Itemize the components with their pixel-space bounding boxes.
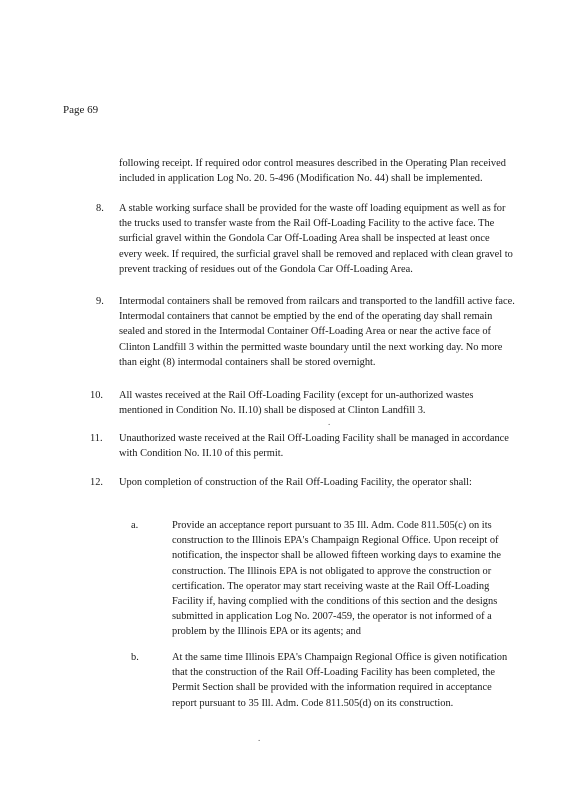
item-number: 10. bbox=[90, 390, 103, 401]
item-number: 9. bbox=[96, 296, 104, 307]
item-9-paragraph bbox=[119, 294, 515, 370]
item-11-paragraph bbox=[119, 431, 515, 461]
item-number: 12. bbox=[90, 477, 103, 488]
item-text: All wastes received at the Rail Off-Loading Facility (except for un-authorized wastes mentioned in Condition No. II.10) shall be disposed at Clinton Landfill 3. bbox=[119, 390, 474, 417]
subitem-letter: b. bbox=[131, 652, 139, 663]
continuation-text: following receipt. If required odor control measures described in the Operating Plan received included in application Log No. 20. 5-496 (Modification No. 44) shall be implemented. bbox=[119, 158, 506, 185]
item-text: A stable working surface shall be provided for the waste off loading equipment as well as for the trucks used to transfer waste from the Rail Off-Loading Facility to the active face. The surficial gravel within the Gondola Car Off-Loading Area shall be inspected at least once every week. If required, the surficial gravel shall be removed and replaced with clean gravel to prevent tracking of residues out of the Gondola Car Off-Loading Area. bbox=[119, 203, 513, 275]
item-text: Unauthorized waste received at the Rail Off-Loading Facility shall be managed in accordance with Condition No. II.10 of this permit. bbox=[119, 433, 509, 460]
item-number: 8. bbox=[96, 203, 104, 214]
item-number: 11. bbox=[90, 433, 103, 444]
subitem-b-paragraph bbox=[172, 650, 516, 711]
subitem-text: Provide an acceptance report pursuant to 35 Ill. Adm. Code 811.505(c) on its construction to the Illinois EPA's Champaign Regional Office. Upon receipt of notification, the inspector shall be allowed fifteen working days to examine the construction. The Illinois EPA is not obligated to approve the construction or certification. The operator may start receiving waste at the Rail Off-Loading Facility if, having complied with the conditions of this section and the designs submitted in application Log No. 2007-459, the operator is not informed of a problem by the Illinois EPA or its agents; and bbox=[172, 520, 501, 638]
subitem-letter: a. bbox=[131, 520, 139, 531]
item-10-paragraph bbox=[119, 388, 515, 418]
subitem-a-paragraph bbox=[172, 518, 516, 640]
stray-mark: . bbox=[328, 417, 331, 427]
stray-mark: . bbox=[258, 733, 261, 743]
item-text: Intermodal containers shall be removed from railcars and transported to the landfill active face. Intermodal containers that cannot be emptied by the end of the operating day shall remain sealed and stored in the Intermodal Container Off-Loading Area or near the active face of Clinton Landfill 3 within the permitted waste boundary until the next working day. No more than eight (8) intermodal containers shall be stored overnight. bbox=[119, 296, 515, 368]
subitem-text: At the same time Illinois EPA's Champaign Regional Office is given notification that the construction of the Rail Off-Loading Facility has been completed, the Permit Section shall be provided with the information required in acceptance report pursuant to 35 Ill. Adm. Code 811.505(d) on its construction. bbox=[172, 652, 508, 709]
item-text: Upon completion of construction of the Rail Off-Loading Facility, the operator shall: bbox=[119, 477, 472, 488]
page-number: Page 69 bbox=[63, 104, 99, 116]
item-8-paragraph bbox=[119, 201, 515, 277]
item-12-paragraph bbox=[119, 475, 515, 490]
continuation-paragraph bbox=[119, 156, 515, 186]
